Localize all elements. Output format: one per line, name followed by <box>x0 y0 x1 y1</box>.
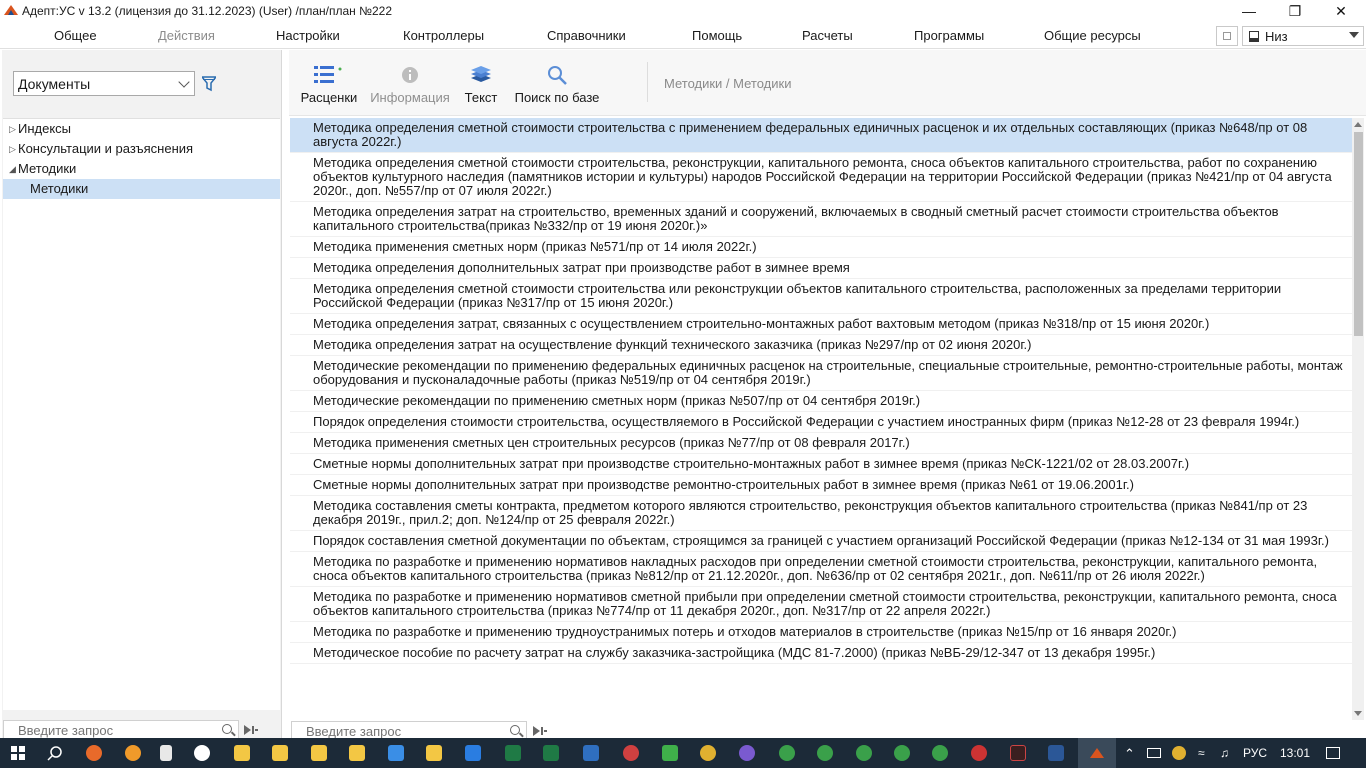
list-item[interactable]: Методика определения сметной стоимости строительства или реконструкции объектов капитального строительства, расположенных за пределами территории Российской Федерации (приказ №317/пр от 15 июня 2020г.) <box>290 279 1352 314</box>
left-search-input[interactable] <box>4 721 204 739</box>
outlook-icon[interactable] <box>583 745 599 761</box>
list-item[interactable]: Методика применения сметных норм (приказ №571/пр от 14 июля 2022г.) <box>290 237 1352 258</box>
chrome-icon[interactable] <box>817 745 833 761</box>
toolbar-divider <box>647 62 648 102</box>
list-item[interactable]: Порядок определения стоимости строительства, осуществляемого в Российской Федерации с участием иностранных фирм (приказ №12-28 от 23 февраля 1994г.) <box>290 412 1352 433</box>
tree-item-consultations[interactable] <box>3 139 280 159</box>
search-icon[interactable] <box>47 745 63 761</box>
folder-icon[interactable] <box>426 745 442 761</box>
search-icon[interactable] <box>222 724 232 734</box>
folder-icon[interactable] <box>349 745 365 761</box>
search-next-icon[interactable] <box>244 725 258 735</box>
list-scrollbar[interactable] <box>1352 118 1364 720</box>
search-db-button[interactable] <box>509 62 605 105</box>
app-icon[interactable] <box>465 745 481 761</box>
collapse-arrow-icon[interactable]: ◢ <box>9 164 16 174</box>
chrome-icon[interactable] <box>932 745 948 761</box>
list-item[interactable]: Методика определения затрат на осуществление функций технического заказчика (приказ №297/пр от 02 июня 2020г.) <box>290 335 1352 356</box>
info-label: Информация <box>370 90 450 105</box>
menu-calculations[interactable]: Расчеты <box>802 28 853 43</box>
list-item[interactable]: Методические рекомендации по применению сметных норм (приказ №507/пр от 04 сентября 2019г.) <box>290 391 1352 412</box>
menu-bar <box>0 22 1366 49</box>
viber-icon[interactable] <box>739 745 755 761</box>
firefox-icon[interactable] <box>86 745 102 761</box>
wifi-icon[interactable]: ≈ <box>1198 746 1205 760</box>
tray-chevron-icon[interactable]: ⌃ <box>1124 746 1135 761</box>
layout-select[interactable] <box>1242 26 1364 46</box>
close-button[interactable]: ✕ <box>1335 2 1347 19</box>
folder-icon[interactable] <box>311 745 327 761</box>
app-icon[interactable] <box>662 745 678 761</box>
tree-item-label: Методики <box>18 161 77 176</box>
info-icon <box>401 66 419 84</box>
list-item[interactable]: Методические рекомендации по применению федеральных единичных расценок на строительные, специальные строительные, ремонтно-строительные работы, монтаж оборудования и пусконаладочные работы (приказ №519/пр от 04 сентября 2019г.) <box>290 356 1352 391</box>
chevron-down-icon <box>178 76 189 87</box>
list-item[interactable]: Методика применения сметных цен строительных ресурсов (приказ №77/пр от 08 февраля 2017г.) <box>290 433 1352 454</box>
list-item[interactable]: Методика определения затрат, связанных с осуществлением строительно-монтажных работ вахтовым методом (приказ №318/пр от 15 июня 2020г.) <box>290 314 1352 335</box>
taskbar <box>0 738 1366 768</box>
document-type-select[interactable] <box>13 71 195 96</box>
excel-icon[interactable] <box>505 745 521 761</box>
layout-select-value: Низ <box>1265 28 1288 44</box>
windows-start-icon[interactable] <box>11 746 25 760</box>
text-label: Текст <box>464 90 498 105</box>
menu-actions[interactable]: Действия <box>158 28 215 43</box>
rates-button[interactable] <box>297 62 361 105</box>
search-icon[interactable] <box>510 725 520 735</box>
volume-icon[interactable]: ♫ <box>1220 746 1229 760</box>
text-button[interactable] <box>461 62 501 105</box>
active-app-button[interactable] <box>1078 738 1116 768</box>
menu-programs[interactable]: Программы <box>914 28 985 43</box>
app-icon[interactable] <box>1010 745 1026 761</box>
list-item[interactable]: Методика определения дополнительных затрат при производстве работ в зимнее время <box>290 258 1352 279</box>
notifications-icon[interactable] <box>1326 747 1340 759</box>
filter-icon[interactable] <box>202 76 216 92</box>
menu-shared-resources[interactable]: Общие ресурсы <box>1044 28 1141 43</box>
list-item[interactable]: Методика определения сметной стоимости строительства, реконструкции, капитального ремонта, сноса объектов капитального строительства, работ по сохранению объектов культурного наследия (памятников истории и культуры) народов Российской Федерации на территории Российской Федерации (приказ №421/пр от 04 августа 2020г., доп. №557/пр от 07 июля 2022г.) <box>290 153 1352 202</box>
minimize-button[interactable]: — <box>1242 3 1256 19</box>
chrome-icon[interactable] <box>894 745 910 761</box>
category-tree <box>3 118 280 710</box>
app-logo-icon <box>1090 748 1104 758</box>
expand-arrow-icon[interactable]: ▷ <box>9 144 16 154</box>
list-item[interactable]: Сметные нормы дополнительных затрат при производстве ремонтно-строительных работ в зимнее время (приказ №61 от 19.06.2001г.) <box>290 475 1352 496</box>
breadcrumb: Методики / Методики <box>664 76 792 91</box>
menu-general[interactable]: Общее <box>54 28 97 43</box>
tree-item-label: Методики <box>30 181 89 196</box>
excel-icon[interactable] <box>543 745 559 761</box>
list-item[interactable]: Методика составления сметы контракта, предметом которого являются строительство, реконструкция объектов капитального строительства (приказ №841/пр от 23 декабря 2019г., прил.2; доп. №124/пр от 25 февраля 2022г.) <box>290 496 1352 531</box>
search-icon <box>546 64 568 86</box>
search-next-icon[interactable] <box>533 726 547 736</box>
app-icon[interactable] <box>971 745 987 761</box>
square-icon <box>1223 32 1231 40</box>
menu-settings[interactable]: Настройки <box>276 28 340 43</box>
app-icon[interactable] <box>700 745 716 761</box>
rates-label: Расценки <box>300 90 358 105</box>
menu-help[interactable]: Помощь <box>692 28 743 43</box>
document-type-value: Документы <box>18 75 91 92</box>
list-item[interactable]: Методическое пособие по расчету затрат на службу заказчика-застройщика (МДС 81-7.2000) (приказ №ВБ-29/12-347 от 13 декабря 1995г.) <box>290 643 1352 664</box>
scroll-thumb[interactable] <box>1354 132 1363 336</box>
firefox-icon[interactable] <box>125 745 141 761</box>
document-toolbar <box>289 50 1366 116</box>
language-indicator[interactable]: РУС <box>1243 746 1268 760</box>
left-search-field <box>3 720 239 740</box>
menu-controllers[interactable]: Контроллеры <box>403 28 485 43</box>
download-icon[interactable] <box>388 745 404 761</box>
list-icon <box>314 65 344 85</box>
chrome-icon[interactable] <box>779 745 795 761</box>
tray-app-icon[interactable] <box>1172 746 1186 760</box>
scroll-up-icon[interactable] <box>1354 122 1362 127</box>
clock[interactable]: 13:01 <box>1280 746 1311 760</box>
chrome-icon[interactable] <box>856 745 872 761</box>
search-db-label: Поиск по базе <box>514 90 600 105</box>
info-button[interactable] <box>367 62 453 105</box>
menu-references[interactable]: Справочники <box>547 28 626 43</box>
list-item[interactable]: Методика по разработке и применению трудноустранимых потерь и отходов материалов в строительстве (приказ №15/пр от 16 января 2020г.) <box>290 622 1352 643</box>
tree-item-label: Консультации и разъяснения <box>18 141 194 156</box>
books-icon <box>469 66 493 84</box>
scroll-down-icon[interactable] <box>1354 711 1362 716</box>
window-title: Адепт:УС v 13.2 (лицензия до 31.12.2023) (User) /план/план №222 <box>22 4 392 18</box>
title-bar <box>0 0 1366 22</box>
panel-toggle-button[interactable] <box>1216 26 1238 46</box>
list-item[interactable]: Методика определения сметной стоимости строительства с применением федеральных единичных расценок и их отдельных составляющих (приказ №648/пр от 08 августа 2022г.) <box>290 118 1352 153</box>
yandex-icon[interactable] <box>194 745 210 761</box>
app-icon[interactable] <box>623 745 639 761</box>
word-icon[interactable] <box>1048 745 1064 761</box>
list-item[interactable]: Методика определения затрат на строительство, временных зданий и сооружений, включаемых в сводный сметный расчет стоимости строительства объектов капитального строительства(приказ №332/пр от 19 июня 2020г.)» <box>290 202 1352 237</box>
folder-icon[interactable] <box>234 745 250 761</box>
window-layout-icon <box>1249 31 1259 42</box>
tree-item-methods[interactable] <box>3 159 280 179</box>
expand-arrow-icon[interactable]: ▷ <box>9 124 16 134</box>
battery-icon[interactable] <box>1147 748 1161 758</box>
list-item[interactable]: Методика по разработке и применению нормативов накладных расходов при определении сметной стоимости строительства, реконструкции, капитального ремонта, сноса объектов капитального строительства (приказ №812/пр от 21.12.2020г., доп. №636/пр от 02 сентября 2021г., доп. №611/пр от 26 июля 2022г.) <box>290 552 1352 587</box>
list-item[interactable]: Порядок составления сметной документации по объектам, строящимся за границей с участием организаций Российской Федерации (приказ №12-134 от 31 мая 1993г.) <box>290 531 1352 552</box>
dropdown-arrow-icon <box>1349 32 1359 38</box>
tree-item-label: Индексы <box>18 121 72 136</box>
restore-button[interactable]: ❐ <box>1288 2 1302 19</box>
document-list <box>290 118 1352 720</box>
folder-icon[interactable] <box>272 745 288 761</box>
list-item[interactable]: Сметные нормы дополнительных затрат при производстве строительно-монтажных работ в зимнее время (приказ №СК-1221/02 от 28.03.2007г.) <box>290 454 1352 475</box>
tree-item-indexes[interactable] <box>3 119 280 139</box>
list-item[interactable]: Методика по разработке и применению нормативов сметной прибыли при определении сметной стоимости строительства, реконструкции, капитального ремонта, сноса объектов капитального строительства (приказ №774/пр от 11 декабря 2020г., доп. №317/пр от 22 апреля 2022г.) <box>290 587 1352 622</box>
calculator-icon[interactable] <box>160 745 172 761</box>
app-logo-icon <box>4 5 18 15</box>
tree-item-methods-child[interactable] <box>3 179 280 199</box>
left-panel <box>2 50 282 740</box>
